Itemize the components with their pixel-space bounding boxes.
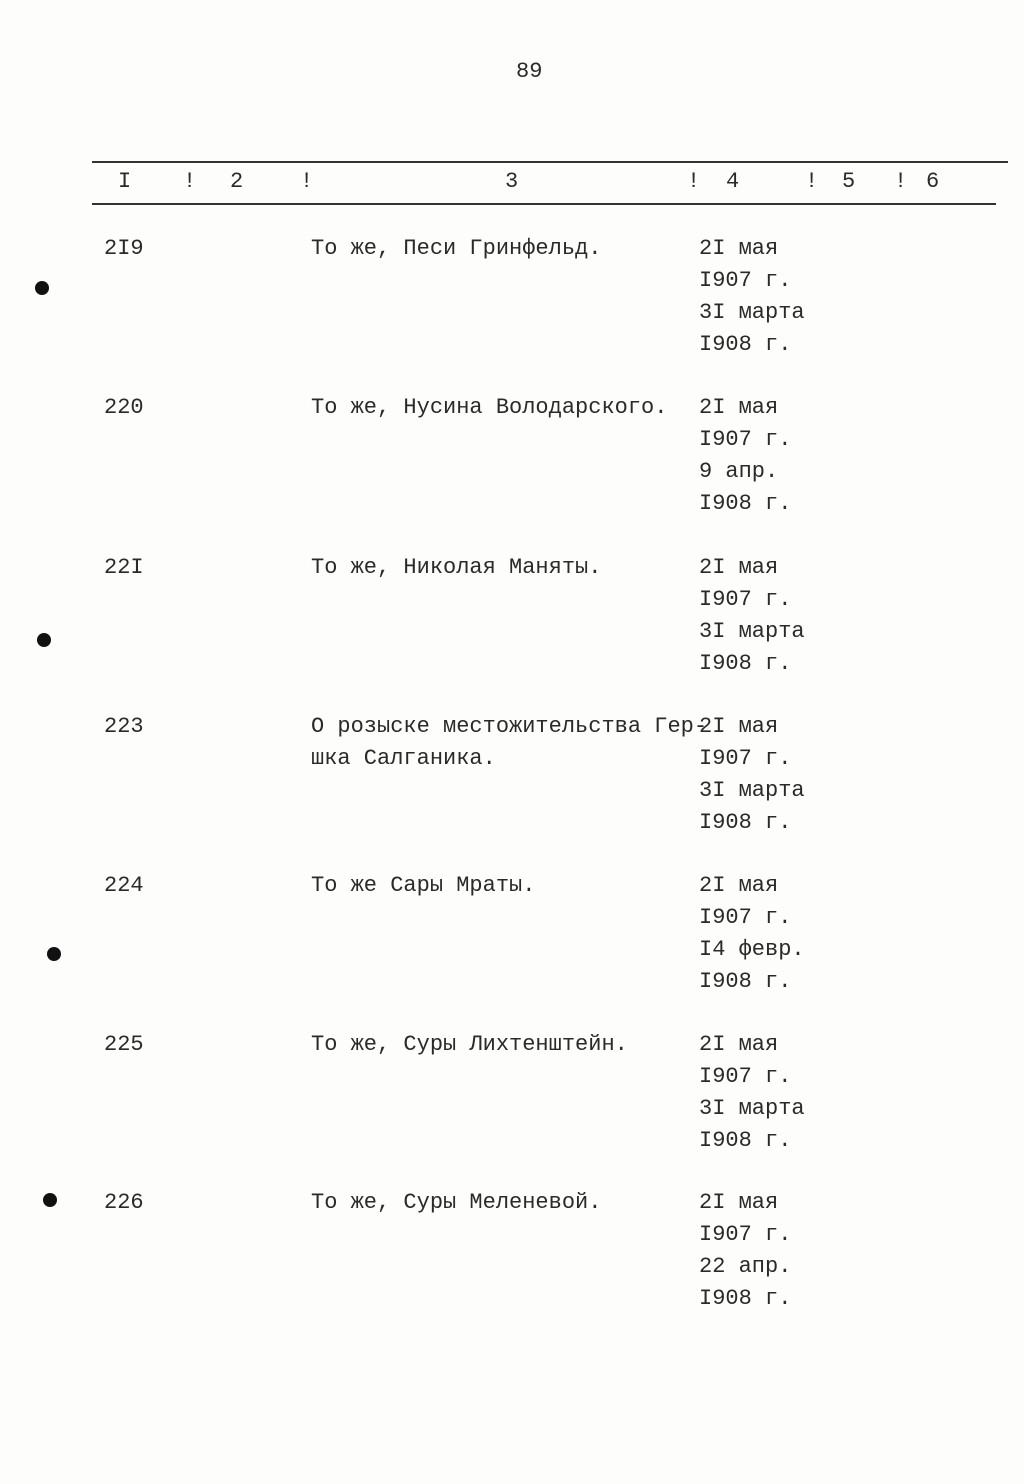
- entry-description-line: То же, Нусина Володарского.: [311, 395, 668, 420]
- entry-number: 220: [104, 395, 144, 420]
- entry-date-line: I907 г.: [699, 587, 792, 612]
- entry-date-line: 3I марта: [699, 300, 805, 325]
- entry-date-line: I908 г.: [699, 1286, 792, 1311]
- entry-date-line: I908 г.: [699, 1128, 792, 1153]
- header-col3: 3: [505, 169, 519, 194]
- entry-date-line: 2I мая: [699, 873, 779, 898]
- header-col1: I: [118, 169, 132, 194]
- entry-date-line: 3I марта: [699, 778, 805, 803]
- entry-description-line: О розыске местожительства Гер-: [311, 714, 708, 739]
- entry-date-line: I907 г.: [699, 268, 792, 293]
- entry-date-line: I4 февр.: [699, 937, 805, 962]
- header-sep: !: [894, 169, 908, 194]
- table-header-bottom-rule: [92, 203, 996, 205]
- header-sep: !: [805, 169, 819, 194]
- entry-date-line: I907 г.: [699, 1064, 792, 1089]
- header-col4: 4: [726, 169, 740, 194]
- entry-number: 226: [104, 1190, 144, 1215]
- entry-description-line: То же, Песи Гринфельд.: [311, 236, 602, 261]
- entry-date-line: I907 г.: [699, 427, 792, 452]
- entry-date-line: 2I мая: [699, 714, 779, 739]
- entry-number: 225: [104, 1032, 144, 1057]
- entry-description-line: То же Сары Мраты.: [311, 873, 536, 898]
- header-sep: !: [183, 169, 197, 194]
- punch-hole: [35, 281, 49, 295]
- entry-number: 223: [104, 714, 144, 739]
- entry-number: 2I9: [104, 236, 144, 261]
- punch-hole: [37, 633, 51, 647]
- table-row: [0, 1029, 1024, 1169]
- entry-date-line: 2I мая: [699, 1190, 779, 1215]
- table-row: [0, 711, 1024, 851]
- punch-hole: [43, 1193, 57, 1207]
- header-sep: !: [300, 169, 314, 194]
- entry-date-line: 22 апр.: [699, 1254, 792, 1279]
- entry-date-line: 9 апр.: [699, 459, 779, 484]
- entry-date-line: 3I марта: [699, 619, 805, 644]
- entry-date-line: I907 г.: [699, 1222, 792, 1247]
- table-row: [0, 870, 1024, 1010]
- entry-date-line: I908 г.: [699, 651, 792, 676]
- entry-number: 224: [104, 873, 144, 898]
- punch-hole: [47, 947, 61, 961]
- entry-description-line: То же, Николая Маняты.: [311, 555, 602, 580]
- entry-date-line: I908 г.: [699, 810, 792, 835]
- header-col6: 6: [926, 169, 940, 194]
- table-row: [0, 1187, 1024, 1327]
- entry-description-line: шка Салганика.: [311, 746, 496, 771]
- entry-date-line: I908 г.: [699, 491, 792, 516]
- entry-date-line: I907 г.: [699, 746, 792, 771]
- table-row: [0, 233, 1024, 373]
- entry-date-line: 2I мая: [699, 555, 779, 580]
- page-number: 89: [516, 59, 543, 84]
- entry-date-line: 2I мая: [699, 395, 779, 420]
- table-row: [0, 552, 1024, 692]
- entry-date-line: 2I мая: [699, 1032, 779, 1057]
- table-row: [0, 392, 1024, 532]
- entry-date-line: I907 г.: [699, 905, 792, 930]
- entry-date-line: I908 г.: [699, 332, 792, 357]
- table-top-rule: [92, 161, 1008, 163]
- header-sep: !: [687, 169, 701, 194]
- entry-number: 22I: [104, 555, 144, 580]
- header-col5: 5: [842, 169, 856, 194]
- entry-date-line: I908 г.: [699, 969, 792, 994]
- header-col2: 2: [230, 169, 244, 194]
- entry-date-line: 3I марта: [699, 1096, 805, 1121]
- entry-description-line: То же, Суры Меленевой.: [311, 1190, 602, 1215]
- entry-date-line: 2I мая: [699, 236, 779, 261]
- entry-description-line: То же, Суры Лихтенштейн.: [311, 1032, 628, 1057]
